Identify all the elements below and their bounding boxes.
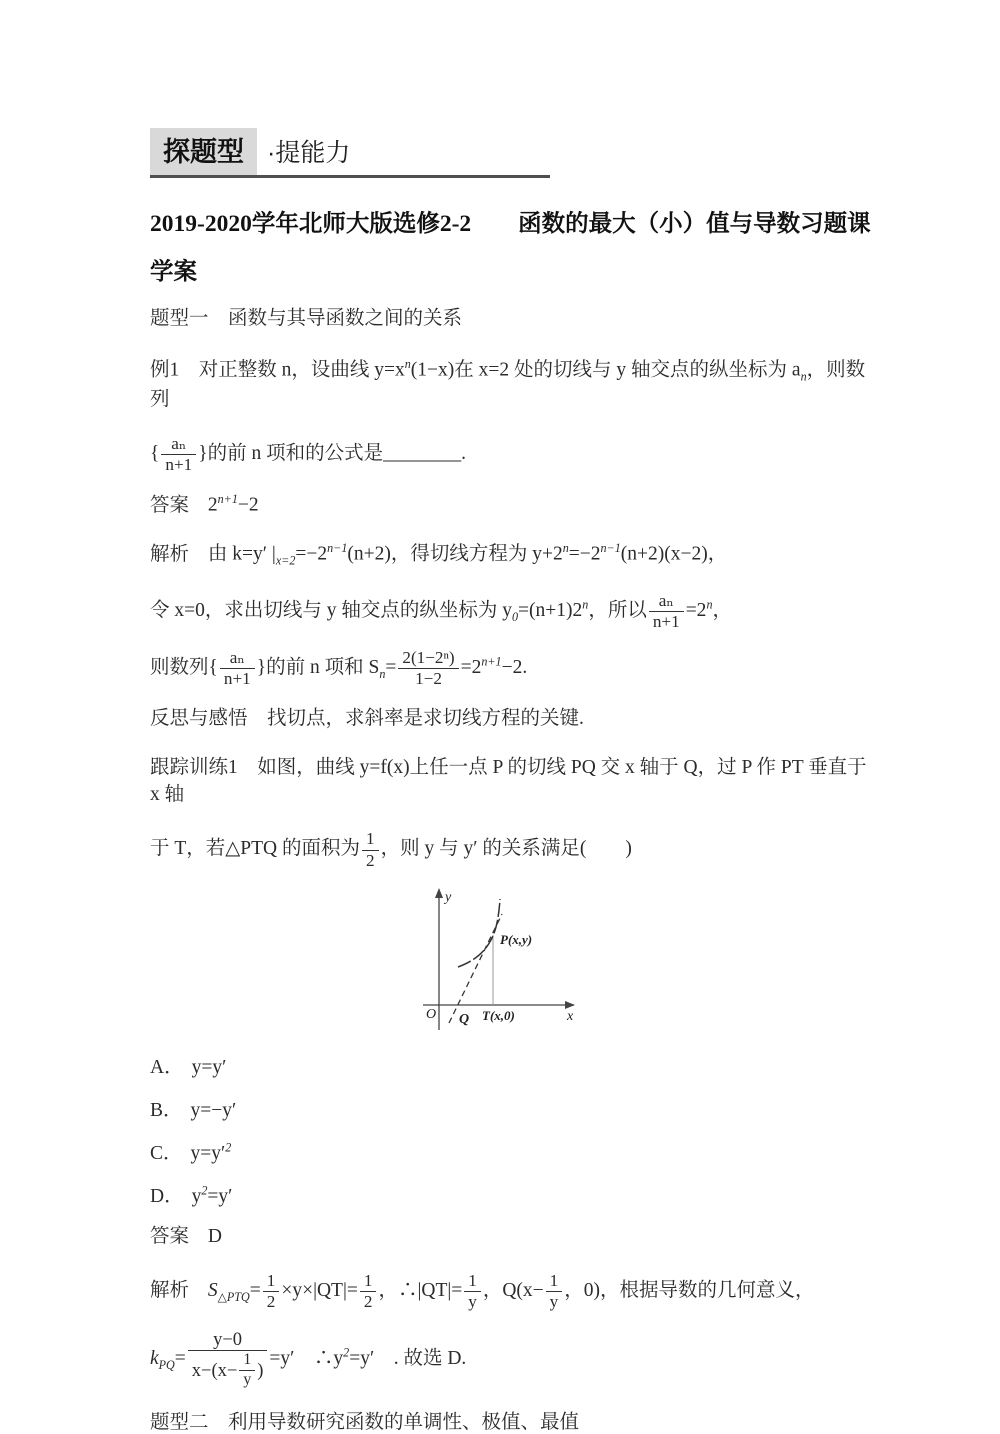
text-run: =(n+1)2 bbox=[518, 599, 583, 621]
fraction bbox=[398, 648, 458, 689]
training1-solution-line1 bbox=[150, 1271, 872, 1312]
fraction bbox=[464, 1271, 481, 1312]
fraction bbox=[263, 1271, 280, 1312]
nested-fraction bbox=[239, 1351, 255, 1389]
text-run: ，Q(x− bbox=[482, 1280, 544, 1302]
superscript: n bbox=[582, 597, 589, 612]
training1-answer-line bbox=[150, 1223, 872, 1250]
fraction-denominator: y bbox=[549, 1292, 559, 1312]
text-run: { bbox=[150, 443, 160, 465]
superscript: n−1 bbox=[600, 541, 621, 556]
fraction-denominator bbox=[188, 1351, 268, 1389]
text-run: y=−y′ bbox=[190, 1099, 237, 1121]
y-axis-arrow-icon bbox=[435, 888, 443, 898]
fraction-numerator: 1 bbox=[263, 1271, 280, 1292]
origin-label: O bbox=[426, 1006, 437, 1022]
text-run: ，0)，根据导数的几何意义， bbox=[564, 1280, 815, 1302]
training1-statement-line2 bbox=[150, 829, 872, 870]
answer-label: 答案 bbox=[150, 1225, 190, 1247]
text-run: 令 x=0，求出切线与 y 轴交点的纵坐标为 y bbox=[150, 599, 512, 621]
superscript: n+1 bbox=[481, 654, 502, 669]
fraction-denominator: 2 bbox=[266, 1292, 276, 1312]
fraction-numerator: aₙ bbox=[649, 591, 684, 612]
x-axis-arrow-icon bbox=[565, 1001, 575, 1009]
subscript: △PTQ bbox=[217, 1290, 250, 1305]
superscript: n bbox=[562, 541, 569, 556]
fraction bbox=[161, 434, 196, 475]
fraction-denominator: 2 bbox=[366, 850, 375, 870]
text-run: y=y′ bbox=[191, 1056, 227, 1078]
option-a bbox=[150, 1051, 872, 1079]
fraction bbox=[220, 648, 255, 689]
answer-value: D bbox=[207, 1225, 222, 1247]
header-tagline: ·提能力 bbox=[267, 139, 351, 167]
fraction-denominator: n+1 bbox=[652, 611, 680, 631]
fraction-numerator: 1 bbox=[360, 1271, 377, 1292]
training1-solution-line2 bbox=[150, 1329, 872, 1390]
superscript: 2 bbox=[343, 1345, 350, 1360]
text-run: −2. bbox=[501, 657, 528, 679]
option-key: C． bbox=[150, 1142, 183, 1164]
example1-solution-line2 bbox=[150, 591, 872, 632]
fraction-denominator: n+1 bbox=[223, 669, 251, 689]
option-b bbox=[150, 1094, 872, 1122]
option-key: A． bbox=[150, 1056, 184, 1078]
fraction bbox=[188, 1329, 268, 1390]
text-run: (1−x)在 x=2 处的切线与 y 轴交点的纵坐标为 a bbox=[410, 359, 801, 381]
superscript: n−1 bbox=[327, 541, 348, 556]
text-run: ) bbox=[257, 1359, 264, 1381]
text-run: =y′ . 故选 D. bbox=[349, 1347, 467, 1369]
x-axis-label: x bbox=[567, 1008, 574, 1024]
fraction-numerator: 1 bbox=[464, 1271, 481, 1292]
fraction-denominator: 1−2 bbox=[415, 669, 442, 689]
answer-label: 答案 bbox=[150, 494, 190, 516]
subscript: 0 bbox=[512, 609, 519, 624]
option-c bbox=[150, 1137, 872, 1165]
text-run: k bbox=[150, 1347, 159, 1369]
text-run: ，∴|QT|= bbox=[378, 1280, 463, 1302]
example1-solution-line1 bbox=[150, 540, 872, 569]
section-heading-2: 题型二 利用导数研究函数的单调性、极值、最值 bbox=[150, 1411, 580, 1433]
text-run: = bbox=[174, 1347, 186, 1369]
subscript: n bbox=[800, 369, 807, 384]
p-label: P(x,y) bbox=[500, 931, 533, 947]
fraction-numerator: 1 bbox=[239, 1351, 255, 1371]
tangent-graph-svg bbox=[422, 887, 584, 1037]
fraction bbox=[362, 829, 379, 870]
tangent-line bbox=[449, 914, 502, 1023]
training1-statement-line1: 跟踪训练1 如图，曲线 y=f(x)上任一点 P 的切线 PQ 交 x 轴于 Q，过 P 作 PT 垂直于 x 轴 bbox=[150, 756, 867, 806]
text-run: 则数列{ bbox=[150, 657, 218, 679]
text-run: }的前 n 项和的公式是________. bbox=[198, 443, 466, 465]
text-run: x−(x− bbox=[191, 1359, 238, 1381]
solution-label: 解析 bbox=[150, 1280, 190, 1302]
header-rule bbox=[150, 128, 550, 178]
figure-tangent-graph bbox=[422, 887, 872, 1037]
text-run: 于 T，若△PTQ 的面积为 bbox=[150, 838, 360, 860]
text-run: ， bbox=[712, 599, 732, 621]
subscript: n bbox=[379, 667, 386, 682]
text-run: ，则数列 bbox=[150, 359, 866, 410]
text-run: =y′ ∴y bbox=[269, 1347, 344, 1369]
text-run: ，所以 bbox=[588, 599, 647, 621]
text-run: (n+2)(x−2)， bbox=[620, 543, 728, 565]
reflection-line: 反思与感悟 找切点，求斜率是求切线方程的关键. bbox=[150, 708, 584, 730]
text-run: =y′ bbox=[207, 1185, 233, 1207]
fraction-denominator: y bbox=[243, 1371, 252, 1389]
example1-statement-line1 bbox=[150, 356, 872, 413]
text-run: 2 bbox=[207, 494, 218, 516]
y-axis-label: y bbox=[445, 889, 452, 905]
superscript: n+1 bbox=[217, 492, 238, 507]
fraction-numerator: 1 bbox=[546, 1271, 563, 1292]
option-key: B． bbox=[150, 1099, 183, 1121]
superscript: n bbox=[706, 597, 713, 612]
fraction-numerator: 1 bbox=[362, 829, 379, 850]
text-run: =2 bbox=[685, 599, 707, 621]
fraction bbox=[546, 1271, 563, 1312]
text-run: =−2 bbox=[568, 543, 601, 565]
header-badge: 探题型 bbox=[150, 128, 257, 175]
text-run: }的前 n 项和 S bbox=[256, 657, 380, 679]
q-label: Q bbox=[459, 1011, 470, 1027]
fraction bbox=[649, 591, 684, 632]
text-run: =2 bbox=[460, 657, 482, 679]
superscript: n bbox=[404, 357, 411, 372]
curve bbox=[458, 899, 500, 967]
text-run: 由 k=y′ | bbox=[207, 543, 276, 565]
text-run: ×y×|QT|= bbox=[281, 1280, 358, 1302]
text-run: y=y′ bbox=[190, 1142, 226, 1164]
text-run: 例1 对正整数 n，设曲线 y=x bbox=[150, 359, 405, 381]
text-run: =−2 bbox=[295, 543, 328, 565]
text-run: −2 bbox=[237, 494, 259, 516]
fraction-numerator: 2(1−2ⁿ) bbox=[398, 648, 458, 669]
fraction bbox=[360, 1271, 377, 1312]
example1-solution-line3 bbox=[150, 648, 872, 689]
fraction-denominator: 2 bbox=[363, 1292, 373, 1312]
fraction-numerator: aₙ bbox=[220, 648, 255, 669]
text-run: (n+2)，得切线方程为 y+2 bbox=[347, 543, 563, 565]
section-heading-1: 题型一 函数与其导函数之间的关系 bbox=[150, 308, 463, 330]
fraction-denominator: n+1 bbox=[165, 455, 193, 475]
subscript: x=2 bbox=[275, 553, 296, 568]
superscript: 2 bbox=[201, 1183, 208, 1198]
text-run: y bbox=[191, 1185, 202, 1207]
fraction-denominator: y bbox=[468, 1292, 477, 1312]
text-run: S bbox=[207, 1280, 218, 1302]
text-run: = bbox=[249, 1280, 261, 1302]
text-run: = bbox=[385, 657, 397, 679]
superscript: 2 bbox=[225, 1140, 232, 1155]
option-key: D． bbox=[150, 1185, 184, 1207]
example1-statement-line2 bbox=[150, 434, 872, 475]
solution-label: 解析 bbox=[150, 543, 190, 565]
doc-title: 2019-2020学年北师大版选修2-2 函数的最大（小）值与导数习题课 学案 bbox=[150, 211, 918, 286]
subscript: PQ bbox=[158, 1357, 175, 1372]
fraction-numerator: y−0 bbox=[188, 1329, 268, 1352]
example1-answer-line bbox=[150, 491, 872, 519]
option-d bbox=[150, 1180, 872, 1208]
t-label: T(x,0) bbox=[482, 1007, 515, 1023]
fraction-numerator: aₙ bbox=[161, 434, 196, 455]
text-run: ，则 y 与 y′ 的关系满足( ) bbox=[380, 838, 632, 860]
